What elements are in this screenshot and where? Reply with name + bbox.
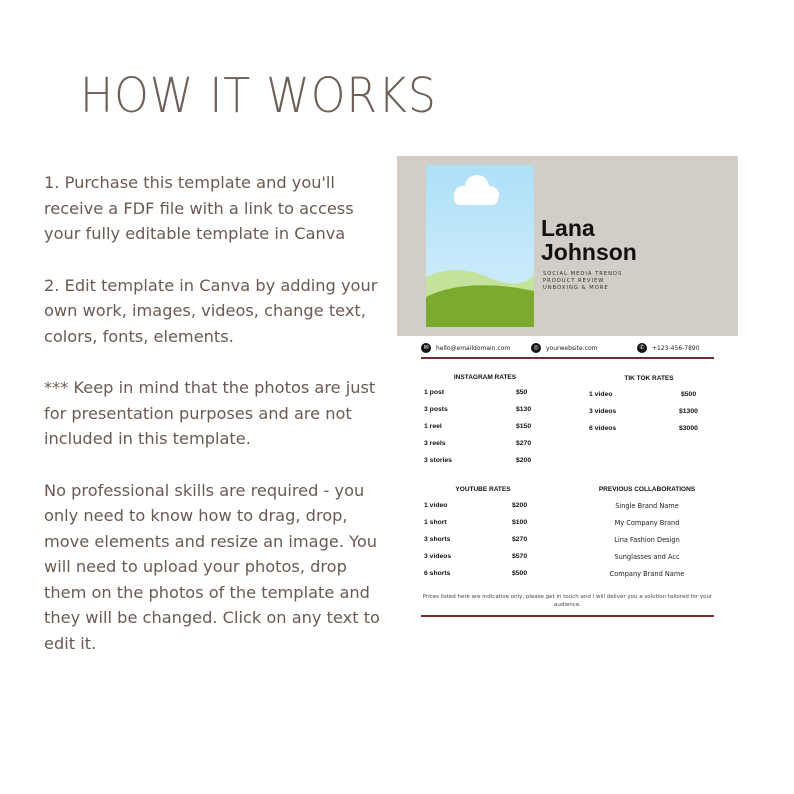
disclaimer: Prices listed here are indicative only, please get in touch and I will deliver you a solution tailored for your audience. (422, 594, 713, 608)
photo-note: *** Keep in mind that the photos are just for presentation purposes and are not included in this template. (44, 378, 376, 448)
mail-icon: ✉ (421, 343, 431, 353)
collab-item: Sunglasses and Acc (614, 553, 680, 561)
step-1: 1. Purchase this template and you'll receive a FDF file with a link to access your fully editable template in Canva (44, 173, 354, 243)
tag: UNBOXING & MORE (543, 285, 609, 291)
email-text: hello@emaildomain.com (436, 344, 511, 352)
website-contact (531, 343, 597, 353)
globe-icon: ◎ (531, 343, 541, 353)
phone-text: +123-456-7890 (652, 344, 700, 352)
step-2: 2. Edit template in Canva by adding your own work, images, videos, change text, colors, fonts, elements. (44, 275, 378, 346)
last-name: Johnson (541, 239, 637, 265)
phone-contact (637, 343, 700, 353)
page-heading: HOW IT WORKS (80, 68, 437, 124)
first-name: Lana (541, 215, 595, 241)
contact-row (421, 341, 713, 357)
placeholder-photo (426, 165, 534, 327)
website-text: yourwebsite.com (546, 344, 598, 352)
niche-tags (543, 271, 622, 292)
email-contact (421, 343, 510, 353)
collaborations-title: PREVIOUS COLLABORATIONS (598, 486, 696, 493)
divider-bottom (421, 615, 714, 617)
tag: PRODUCT REVIEW (543, 278, 605, 284)
collab-item: Single Brand Name (615, 502, 679, 510)
template-preview: Lana Johnson SOCIAL MEDIA TRENDS PRODUCT REVIEW UNBOXING & MORE ✉ hello@emaildomain.com ◎ yourwebsite.com ✆ +123-456-7890 INSTAGRAM RATES 1 post $50 3 posts $130 1 reel $150 3 reels $270 3 stories $200 TIK TOK RATES 1 video $500 3 videos $1300 6 videos $3000 YOUTUBE RATES 1 video $200 1 short $100 3 shorts $270 3 videos $570 6 shorts $500 PREVIOUS COLLABORATIONS Single Brand Name My Company Brand Lina Fashion Design Sunglasses and Acc Company Brand Name Prices listed here are indicative only, please get in touch and I will deliver you a solution tailored for your audience. (397, 156, 738, 634)
collab-item: Company Brand Name (609, 570, 685, 578)
divider-top (421, 357, 714, 359)
preview-hero (397, 156, 738, 336)
landscape-image (426, 165, 534, 327)
phone-icon: ✆ (637, 343, 647, 353)
tag: SOCIAL MEDIA TRENDS (543, 271, 623, 277)
instructions (44, 170, 384, 682)
collab-item: My Company Brand (614, 519, 680, 527)
skills-note: No professional skills are required - you only need to know how to drag, drop, move elements and resize an image. You will need to upload your photos, drop them on the photos of the template and they will be changed. Click on any text to edit it. (44, 480, 380, 653)
youtube-rates-title: YOUTUBE RATES (455, 486, 511, 493)
creator-name (541, 216, 637, 264)
collab-item: Lina Fashion Design (614, 536, 680, 544)
tiktok-rates-title: TIK TOK RATES (624, 375, 674, 382)
instagram-rates-title: INSTAGRAM RATES (453, 374, 517, 381)
